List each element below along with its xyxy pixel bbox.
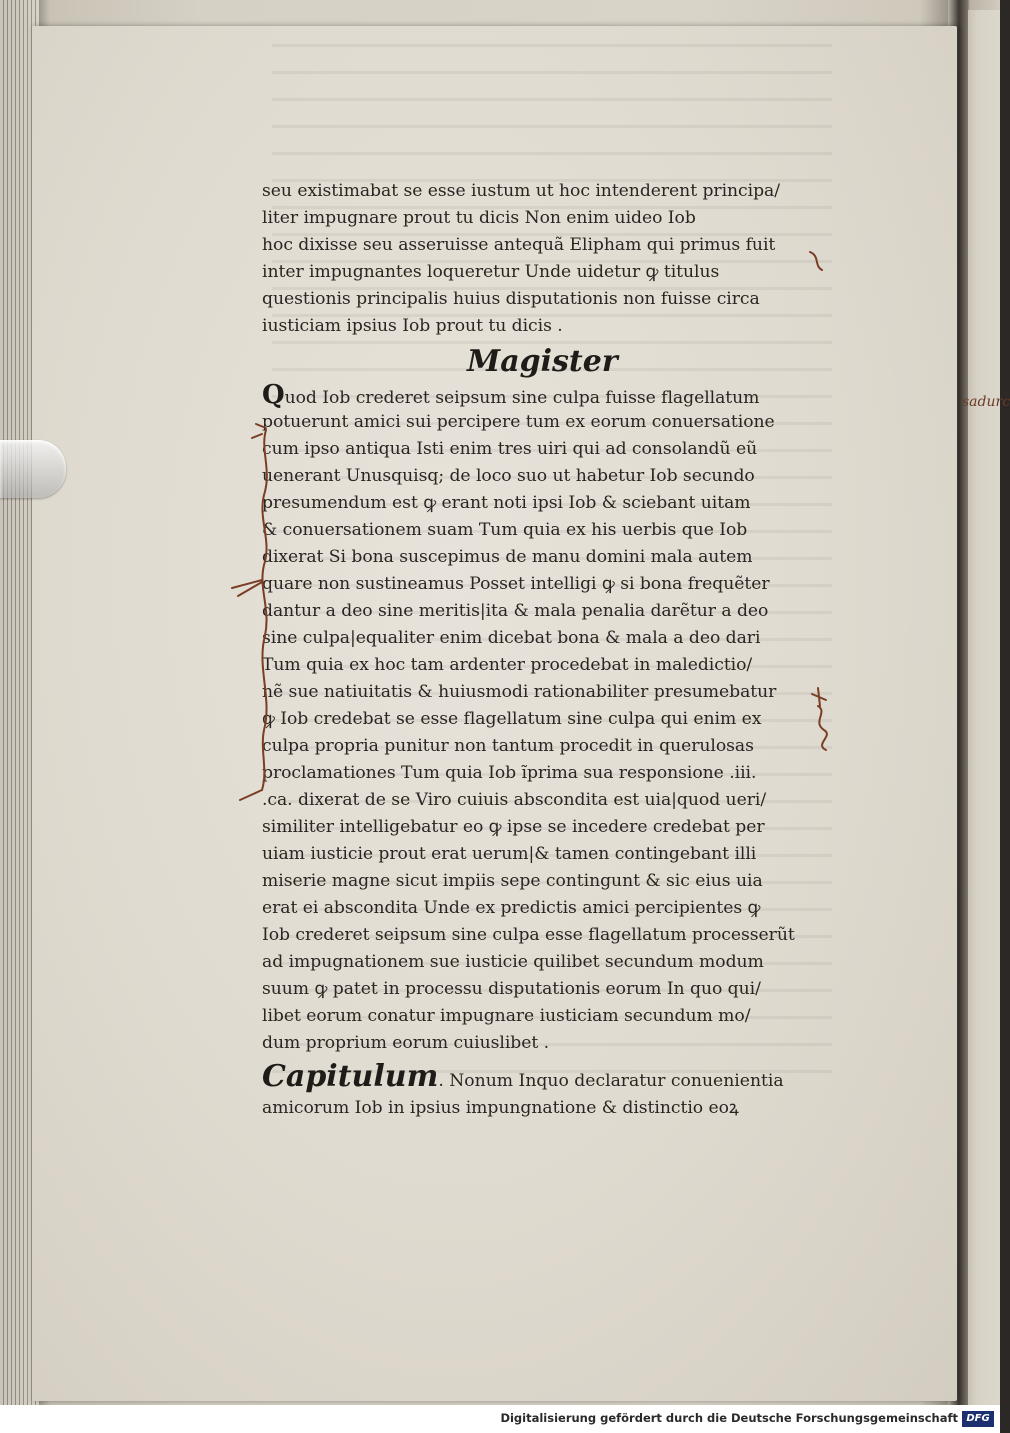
margin-squiggle-right [818,706,827,750]
text-line: miserie magne sicut impiis sepe contingunt & sic eius uia [262,871,763,891]
text-line: proclamationes Tum quia Iob ĩprima sua responsione .iii. [262,763,757,783]
text-line: iusticiam ipsius Iob prout tu dicis . [262,316,563,336]
text-line: similiter intelligebatur eo ꝙ ipse se incedere credebat per [262,817,765,837]
text-line: libet eorum conatur impugnare iusticiam secundum mo/ [262,1006,751,1026]
text-line: seu existimabat se esse iustum ut hoc intenderent principa/ [262,181,780,201]
chapter-heading-rest: . Nonum Inquo declaratur conuenientia [438,1071,784,1091]
section-heading-magister: Magister [467,344,618,379]
text-line: uenerant Unusquisq; de loco suo ut habetur Iob secundo [262,466,755,486]
dfg-logo: DFG [962,1411,994,1427]
text-line: sine culpa|equaliter enim dicebat bona & mala a deo dari [262,628,761,648]
margin-arrow-2 [240,790,262,800]
text-line: questionis principalis huius disputationis non fuisse circa [262,289,760,309]
margin-tick-1 [256,424,266,428]
margin-bracket-left [262,430,267,790]
text-line: erat ei abscondita Unde ex predictis amici percipientes ꝙ [262,898,761,918]
chapter-heading: Capitulum [262,1059,439,1094]
text-line: inter impugnantes loqueretur Unde uidetur ꝙ titulus [262,262,720,282]
text-line: quare non sustineamus Posset intelligi ꝙ si bona frequẽter [262,574,770,594]
text-line: hoc dixisse seu asseruisse antequã Elipham qui primus fuit [262,235,776,255]
text-line: culpa propria punitur non tantum procedit in querulosas [262,736,754,756]
margin-arrow-1 [232,580,262,596]
text-line: dixerat Si bona suscepimus de manu domini mala autem [262,547,753,567]
margin-tick-2 [252,434,262,438]
text-line: suum ꝙ patet in processu disputationis eorum In quo qui/ [262,979,761,999]
margin-dash-right [810,252,822,270]
drop-capital: Q [262,380,285,410]
text-line: nẽ sue natiuitatis & huiusmodi rationabiliter presumebatur [262,682,777,702]
text-line: presumendum est ꝙ erant noti ipsi Iob & sciebant uitam [262,493,751,513]
chapter-last-line: amicorum Iob in ipsius impungnatione & distinctio eoꝝ [262,1098,739,1118]
text-line: & conuersationem suam Tum quia ex his uerbis que Iob [262,520,748,540]
margin-handwritten-note: sadurc [962,394,1010,410]
text-line: dum proprium eorum cuiuslibet . [262,1033,550,1053]
text-line: ad impugnationem sue iusticie quilibet secundum modum [262,952,764,972]
footer-credit-bar [0,1405,1000,1433]
text-line: dantur a deo sine meritis|ita & mala penalia darẽtur a deo [262,601,769,621]
text-line: Tum quia ex hoc tam ardenter procedebat in maledictio/ [262,655,753,675]
text-line: cum ipso antiqua Isti enim tres uiri qui ad consolandũ eũ [262,439,758,459]
footer-credit-text: Digitalisierung gefördert durch die Deutsche Forschungsgemeinschaft [500,1411,958,1425]
text-line: ꝙ Iob credebat se esse flagellatum sine culpa qui enim ex [262,709,762,729]
text-line: Iob crederet seipsum sine culpa esse flagellatum processerũt [262,925,795,945]
text-line: liter impugnare prout tu dicis Non enim uideo Iob [262,208,696,228]
text-line: .ca. dixerat de se Viro cuiuis abscondita est uia|quod ueri/ [262,790,767,810]
text-line: potuerunt amici sui percipere tum ex eorum conuersatione [262,412,775,432]
text-line: uiam iusticie prout erat uerum|& tamen contingebant illi [262,844,757,864]
first-line-text: uod Iob crederet seipsum sine culpa fuisse flagellatum [284,388,760,408]
margin-tick-right [812,688,826,706]
